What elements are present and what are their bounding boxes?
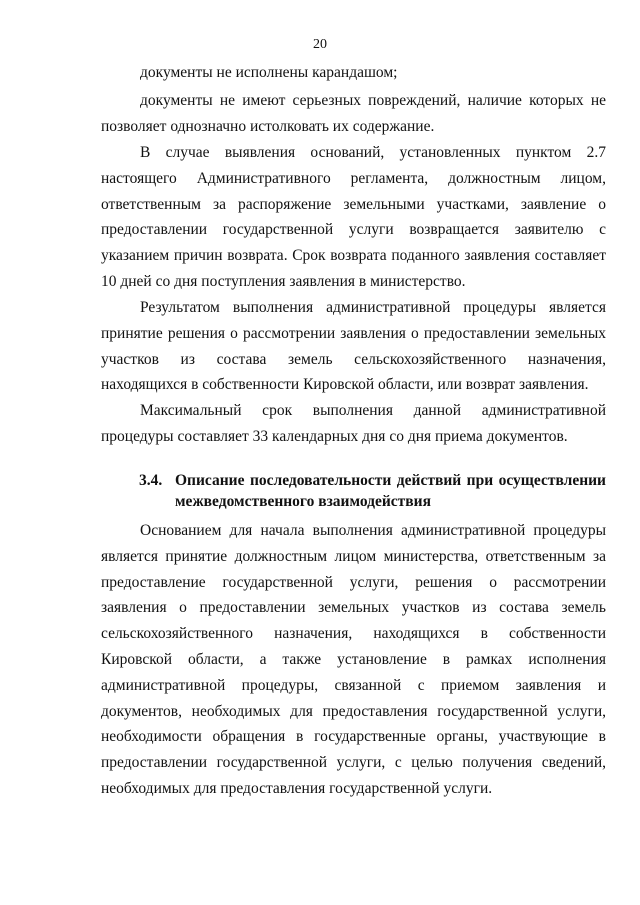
- section-title: Описание последовательности действий при осуществлении межведомственного взаимодействия: [175, 472, 606, 510]
- paragraph-max-term: Максимальный срок выполнения данной административной процедуры составляет 33 календарных дня со дня приема документов.: [101, 402, 606, 445]
- paragraph-result: Результатом выполнения административной процедуры является принятие решения о рассмотрении заявления о предоставлении земельных участков из состава земель сельскохозяйственного назначения, находящихся в собственности Кировской области, или возврат заявления.: [101, 299, 606, 394]
- paragraph-damage: документы не имеют серьезных повреждений, наличие которых не позволяет однозначно истолковать их содержание.: [101, 92, 606, 135]
- paragraph-pencil: документы не исполнены карандашом;: [140, 64, 398, 81]
- paragraph-basis: Основанием для начала выполнения административной процедуры является принятие должностным лицом министерства, ответственным за предоставление государственной услуги, решения о рассмотрении заявления о предоставлении земельных участков из состава земель сельскохозяйственного назначения, находящихся в собственности Кировской области, а также установление в рамках исполнения административной процедуры, связанной с приемом заявления и документов, необходимых для предоставления государственной услуги, необходимости обращения в государственные органы, участвующие в предоставлении государственной услуги, с целью получения сведений, необходимых для предоставления государственной услуги.: [101, 522, 606, 797]
- page-number: 20: [313, 37, 327, 52]
- paragraph-return-grounds: В случае выявления оснований, установленных пунктом 2.7 настоящего Административного регламента, должностным лицом, ответственным за распоряжение земельными участками, заявление о предоставлении государственной услуги возвращается заявителю с указанием причин возврата. Срок возврата поданного заявления составляет 10 дней со дня поступления заявления в министерство.: [101, 144, 606, 290]
- section-number: 3.4.: [139, 472, 163, 489]
- section-heading: [139, 470, 606, 512]
